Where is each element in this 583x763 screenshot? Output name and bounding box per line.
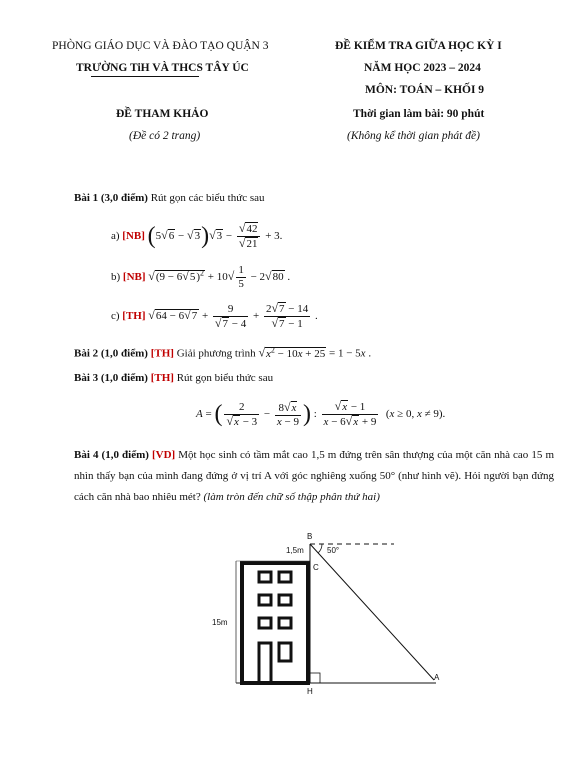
question-3-heading: Bài 3 (1,0 điểm) [TH] Rút gọn biểu thức sau — [74, 372, 274, 384]
line-BA — [310, 544, 434, 680]
angle-arc — [318, 544, 322, 553]
label-angle: 50° — [327, 546, 340, 555]
right-angle-mark — [310, 673, 320, 683]
subject-grade: MÔN: TOÁN – KHỐI 9 — [365, 84, 485, 96]
exam-title: ĐỀ KIỂM TRA GIỮA HỌC KỲ I — [335, 40, 502, 52]
question-1c: c) [TH] √64 − 6√7 + $\frac{9}{√7 - 4}$ + $\frac{2√7 - 14}{√7 - 1}$ . — [111, 301, 318, 330]
label-H: H — [307, 687, 313, 696]
question-1a: a) [NB] (5√6 − √3)√3 − $\frac{√42}{√21}$ + 3. — [111, 221, 283, 250]
label-A: A — [434, 673, 440, 682]
label-C: C — [313, 563, 319, 572]
label-B: B — [307, 532, 313, 541]
question-4: Bài 4 (1,0 điểm) [VD] Một học sinh có tầm mắt cao 1,5 m đứng trên sân thượng của một căn nhà cao 15 m nhìn thấy bạn của mình đang đứng ở vị trí A với góc nghiêng xuống 50° (như hình vẽ). Hỏi người bạn đứng cách căn nhà bao nhiêu mét? (làm tròn đến chữ số thập phân thứ hai) — [74, 449, 555, 503]
school-name: TRƯỜNG TiH VÀ THCS TÂY ÚC — [76, 62, 249, 74]
question-3-expression: A = ( $\frac{2}{√x - 3}$ − $\frac{8√x}{x - 9}$ ) : $\frac{√x - 1}{x - 6√x + 9}$ (x ≥ 0, x ≠ 9). — [196, 399, 446, 428]
question-1-heading: Bài 1 (3,0 điểm) Rút gọn các biểu thức sau — [74, 192, 265, 204]
exam-type: ĐỀ THAM KHẢO — [116, 108, 209, 120]
duration: Thời gian làm bài: 90 phút — [353, 108, 485, 120]
label-building-height: 15m — [212, 618, 228, 627]
building — [242, 563, 308, 683]
page-note: (Đề có 2 trang) — [129, 130, 201, 142]
question-1b: b) [NB] $√(9 - 6√5)^2 + 10√$ $\frac{1}{5}$ − 2√80 . — [111, 264, 291, 290]
windows — [259, 572, 291, 628]
duration-note: (Không kể thời gian phát đề) — [347, 130, 480, 142]
department-name: PHÒNG GIÁO DỤC VÀ ĐÀO TẠO QUẬN 3 — [52, 40, 269, 52]
question-2: Bài 2 (1,0 điểm) [TH] Giải phương trình $√x^2 - 10x + 25 = 1 - 5x$ . — [74, 345, 372, 360]
school-year: NĂM HỌC 2023 – 2024 — [364, 62, 481, 74]
door-panel — [279, 643, 291, 661]
door — [259, 643, 271, 683]
label-eye-height: 1,5m — [286, 546, 304, 555]
